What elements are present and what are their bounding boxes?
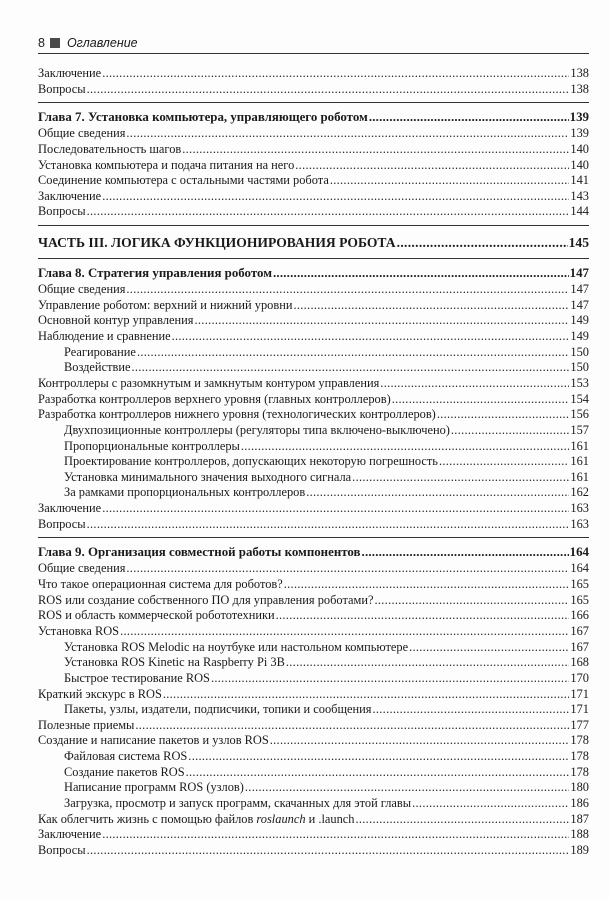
toc-entry: Заключение ..... 188 <box>38 827 589 843</box>
toc-entry: Полезные приемы ..... 177 <box>38 718 589 734</box>
toc-entry: Что такое операционная система для роботов? ..... 165 <box>38 577 589 593</box>
toc-subentry: Двухпозиционные контроллеры (регуляторы типа включено-выключено) ..... 157 <box>38 423 589 439</box>
toc-entry: ROS и область коммерческой робототехники ..... 166 <box>38 608 589 624</box>
toc-subentry: Написание программ ROS (узлов) ..... 180 <box>38 780 589 796</box>
toc-subentry: За рамками пропорциональных контроллеров ..... 162 <box>38 485 589 501</box>
toc-entry: Вопросы ..... 189 <box>38 843 589 859</box>
toc-subentry: Воздействие ..... 150 <box>38 360 589 376</box>
toc-entry: Установка ROS ..... 167 <box>38 624 589 640</box>
toc-entry: Установка компьютера и подача питания на него ..... 140 <box>38 158 589 174</box>
toc-subentry: Загрузка, просмотр и запуск программ, скачанных для этой главы ..... 186 <box>38 796 589 812</box>
running-header <box>38 34 589 52</box>
toc-subentry: Файловая система ROS ..... 178 <box>38 749 589 765</box>
toc-entry: Наблюдение и сравнение ..... 149 <box>38 329 589 345</box>
toc-subentry: Быстрое тестирование ROS ..... 170 <box>38 671 589 687</box>
part-heading: ЧАСТЬ III. ЛОГИКА ФУНКЦИОНИРОВАНИЯ РОБОТА ..... 145 <box>38 233 589 253</box>
toc-entry: Разработка контроллеров нижнего уровня (технологических контроллеров) ..... 156 <box>38 407 589 423</box>
chapter-heading: Глава 7. Установка компьютера, управляющего роботом ..... 139 <box>38 108 589 126</box>
toc-entry: Краткий экскурс в ROS ..... 171 <box>38 687 589 703</box>
toc-subentry: Проектирование контроллеров, допускающих некоторую погрешность ..... 161 <box>38 454 589 470</box>
toc-subentry: Пакеты, узлы, издатели, подписчики, топики и сообщения ..... 171 <box>38 702 589 718</box>
toc-subentry: Установка минимального значения выходного сигнала ..... 161 <box>38 470 589 486</box>
toc-entry: Заключение ..... 143 <box>38 189 589 205</box>
toc-subentry: Создание пакетов ROS ..... 178 <box>38 765 589 781</box>
toc-entry: Соединение компьютера с остальными частями робота ..... 141 <box>38 173 589 189</box>
toc-entry: Заключение ..... 138 <box>38 66 589 82</box>
chapter-heading: Глава 9. Организация совместной работы компонентов ..... 164 <box>38 543 589 561</box>
toc-entry: Создание и написание пакетов и узлов ROS ..... 178 <box>38 733 589 749</box>
toc-entry: Как облегчить жизнь с помощью файлов roslaunch и .launch ..... 187 <box>38 812 589 828</box>
toc-entry: Общие сведения ..... 139 <box>38 126 589 142</box>
toc-entry: Общие сведения ..... 164 <box>38 561 589 577</box>
toc-entry: Основной контур управления ..... 149 <box>38 313 589 329</box>
toc-subentry: Реагирование ..... 150 <box>38 345 589 361</box>
toc-entry: Вопросы ..... 138 <box>38 82 589 98</box>
toc-entry: Вопросы ..... 144 <box>38 204 589 220</box>
toc-entry: Контроллеры с разомкнутым и замкнутым контуром управления ..... 153 <box>38 376 589 392</box>
toc-entry: ROS или создание собственного ПО для управления роботами? ..... 165 <box>38 593 589 609</box>
square-bullet-icon <box>50 38 60 48</box>
header-rule <box>38 53 589 54</box>
toc-entry: Разработка контроллеров верхнего уровня (главных контроллеров) ..... 154 <box>38 392 589 408</box>
table-of-contents <box>38 66 589 859</box>
chapter-heading: Глава 8. Стратегия управления роботом ..... 147 <box>38 264 589 282</box>
toc-entry: Управление роботом: верхний и нижний уровни ..... 147 <box>38 298 589 314</box>
toc-subentry: Пропорциональные контроллеры ..... 161 <box>38 439 589 455</box>
toc-subentry: Установка ROS Kinetic на Raspberry Pi 3B ..... 168 <box>38 655 589 671</box>
toc-subentry: Установка ROS Melodic на ноутбуке или настольном компьютере ..... 167 <box>38 640 589 656</box>
section-title: Оглавление <box>66 36 138 50</box>
toc-entry: Заключение ..... 163 <box>38 501 589 517</box>
toc-entry: Общие сведения ..... 147 <box>38 282 589 298</box>
toc-entry: Вопросы ..... 163 <box>38 517 589 533</box>
toc-entry: Последовательность шагов ..... 140 <box>38 142 589 158</box>
page-number: 8 <box>38 36 45 50</box>
